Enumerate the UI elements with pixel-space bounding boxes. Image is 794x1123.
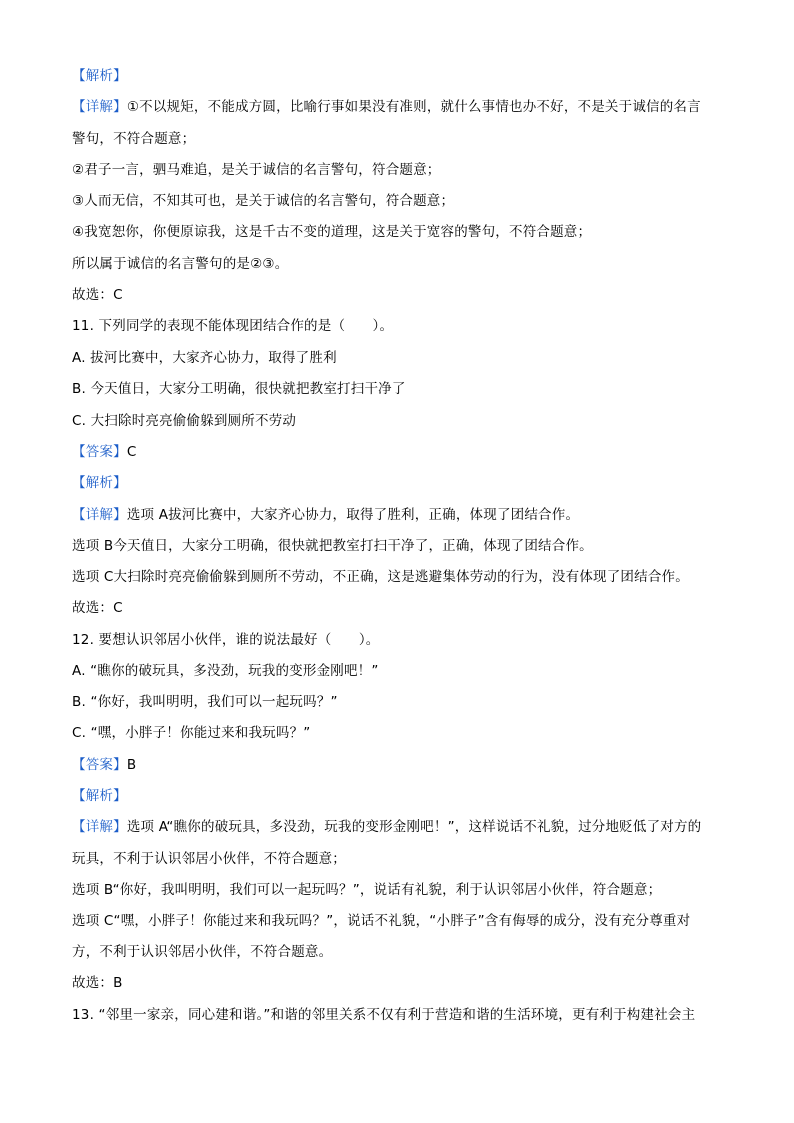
text-line <box>72 222 591 242</box>
line-text: ①不以规矩，不能成方圆，比喻行事如果没有准则，就什么事情也办不好，不是关于诚信的名言 <box>126 99 701 115</box>
line-text: 警句，不符合题意； <box>72 131 196 147</box>
text-line <box>72 598 123 618</box>
text-line <box>72 567 689 587</box>
line-text: B. “你好，我叫明明，我们可以一起玩吗？” <box>72 694 338 710</box>
line-text: 12. 要想认识邻居小伙伴，谁的说法最好（ ）。 <box>72 632 380 648</box>
line-text: 选项 B今天值日，大家分工明确，很快就把教室打扫干净了，正确，体现了团结合作。 <box>72 538 593 554</box>
line-text: 选项 A“瞧你的破玩具，多没劲，玩我的变形金刚吧！”，这样说话不礼貌，过分地贬低了对方的 <box>126 819 702 835</box>
text-line <box>72 473 127 493</box>
line-text: B <box>126 757 137 773</box>
text-line <box>72 379 406 399</box>
line-text: 所以属于诚信的名言警句的是②③。 <box>72 256 289 272</box>
text-line <box>72 817 701 837</box>
line-text: 13. “邻里一家亲，同心建和谐。”和谐的邻里关系不仅有利于营造和谐的生活环境，更有利于构建社会主 <box>72 1007 696 1023</box>
line-text: C <box>126 444 137 460</box>
text-line <box>72 661 379 681</box>
text-line <box>72 911 690 931</box>
text-line <box>72 129 195 149</box>
line-text: B. 今天值日，大家分工明确，很快就把教室打扫干净了 <box>72 381 406 397</box>
text-line <box>72 630 380 650</box>
section-tag: 【答案】 <box>72 757 127 773</box>
text-line <box>72 442 136 462</box>
line-text: ②君子一言，驷马难追，是关于诚信的名言警句，符合题意； <box>72 162 441 178</box>
section-tag: 【解析】 <box>72 68 127 84</box>
line-text: ③人而无信，不知其可也，是关于诚信的名言警句，符合题意； <box>72 193 455 209</box>
line-text: A. 拔河比赛中，大家齐心协力，取得了胜利 <box>72 350 337 366</box>
line-text: ④我宽恕你，你便原谅我，这是千古不变的道理，这是关于宽容的警句，不符合题意； <box>72 224 592 240</box>
text-line <box>72 692 338 712</box>
text-line <box>72 849 346 869</box>
section-tag: 【详解】 <box>72 819 127 835</box>
text-line <box>72 66 127 86</box>
section-tag: 【答案】 <box>72 444 127 460</box>
text-line <box>72 755 136 775</box>
text-line <box>72 285 123 305</box>
line-text: C. 大扫除时亮亮偷偷躲到厕所不劳动 <box>72 413 297 429</box>
text-line <box>72 880 661 900</box>
text-line <box>72 411 296 431</box>
text-line <box>72 254 288 274</box>
line-text: 选项 B“你好，我叫明明，我们可以一起玩吗？”，说话有礼貌，利于认识邻居小伙伴，符合题意； <box>72 882 662 898</box>
text-line <box>72 786 127 806</box>
line-text: 玩具，不利于认识邻居小伙伴，不符合题意； <box>72 851 346 867</box>
line-text: 11. 下列同学的表现不能体现团结合作的是（ ）。 <box>72 318 394 334</box>
text-line <box>72 1005 695 1025</box>
text-line <box>72 316 393 336</box>
text-line <box>72 97 701 117</box>
text-line <box>72 160 441 180</box>
text-line <box>72 973 123 993</box>
text-line <box>72 505 579 525</box>
line-text: 选项 A拔河比赛中，大家齐心协力，取得了胜利，正确，体现了团结合作。 <box>126 507 580 523</box>
line-text: 故选：C <box>72 600 123 616</box>
line-text: 方，不利于认识邻居小伙伴，不符合题意。 <box>72 944 333 960</box>
text-line <box>72 942 332 962</box>
section-tag: 【详解】 <box>72 99 127 115</box>
section-tag: 【解析】 <box>72 475 127 491</box>
line-text: 故选：B <box>72 975 123 991</box>
line-text: 选项 C大扫除时亮亮偷偷躲到厕所不劳动，不正确，这是逃避集体劳动的行为，没有体现了团结合作。 <box>72 569 689 585</box>
line-text: 故选：C <box>72 287 123 303</box>
text-line <box>72 348 337 368</box>
text-line <box>72 723 311 743</box>
line-text: A. “瞧你的破玩具，多没劲，玩我的变形金刚吧！” <box>72 663 379 679</box>
line-text: C. “嘿，小胖子！你能过来和我玩吗？” <box>72 725 311 741</box>
text-line <box>72 536 593 556</box>
line-text: 选项 C“嘿，小胖子！你能过来和我玩吗？”，说话不礼貌，“小胖子”含有侮辱的成分，没有充分尊重对 <box>72 913 691 929</box>
section-tag: 【解析】 <box>72 788 127 804</box>
text-line <box>72 191 454 211</box>
section-tag: 【详解】 <box>72 507 127 523</box>
